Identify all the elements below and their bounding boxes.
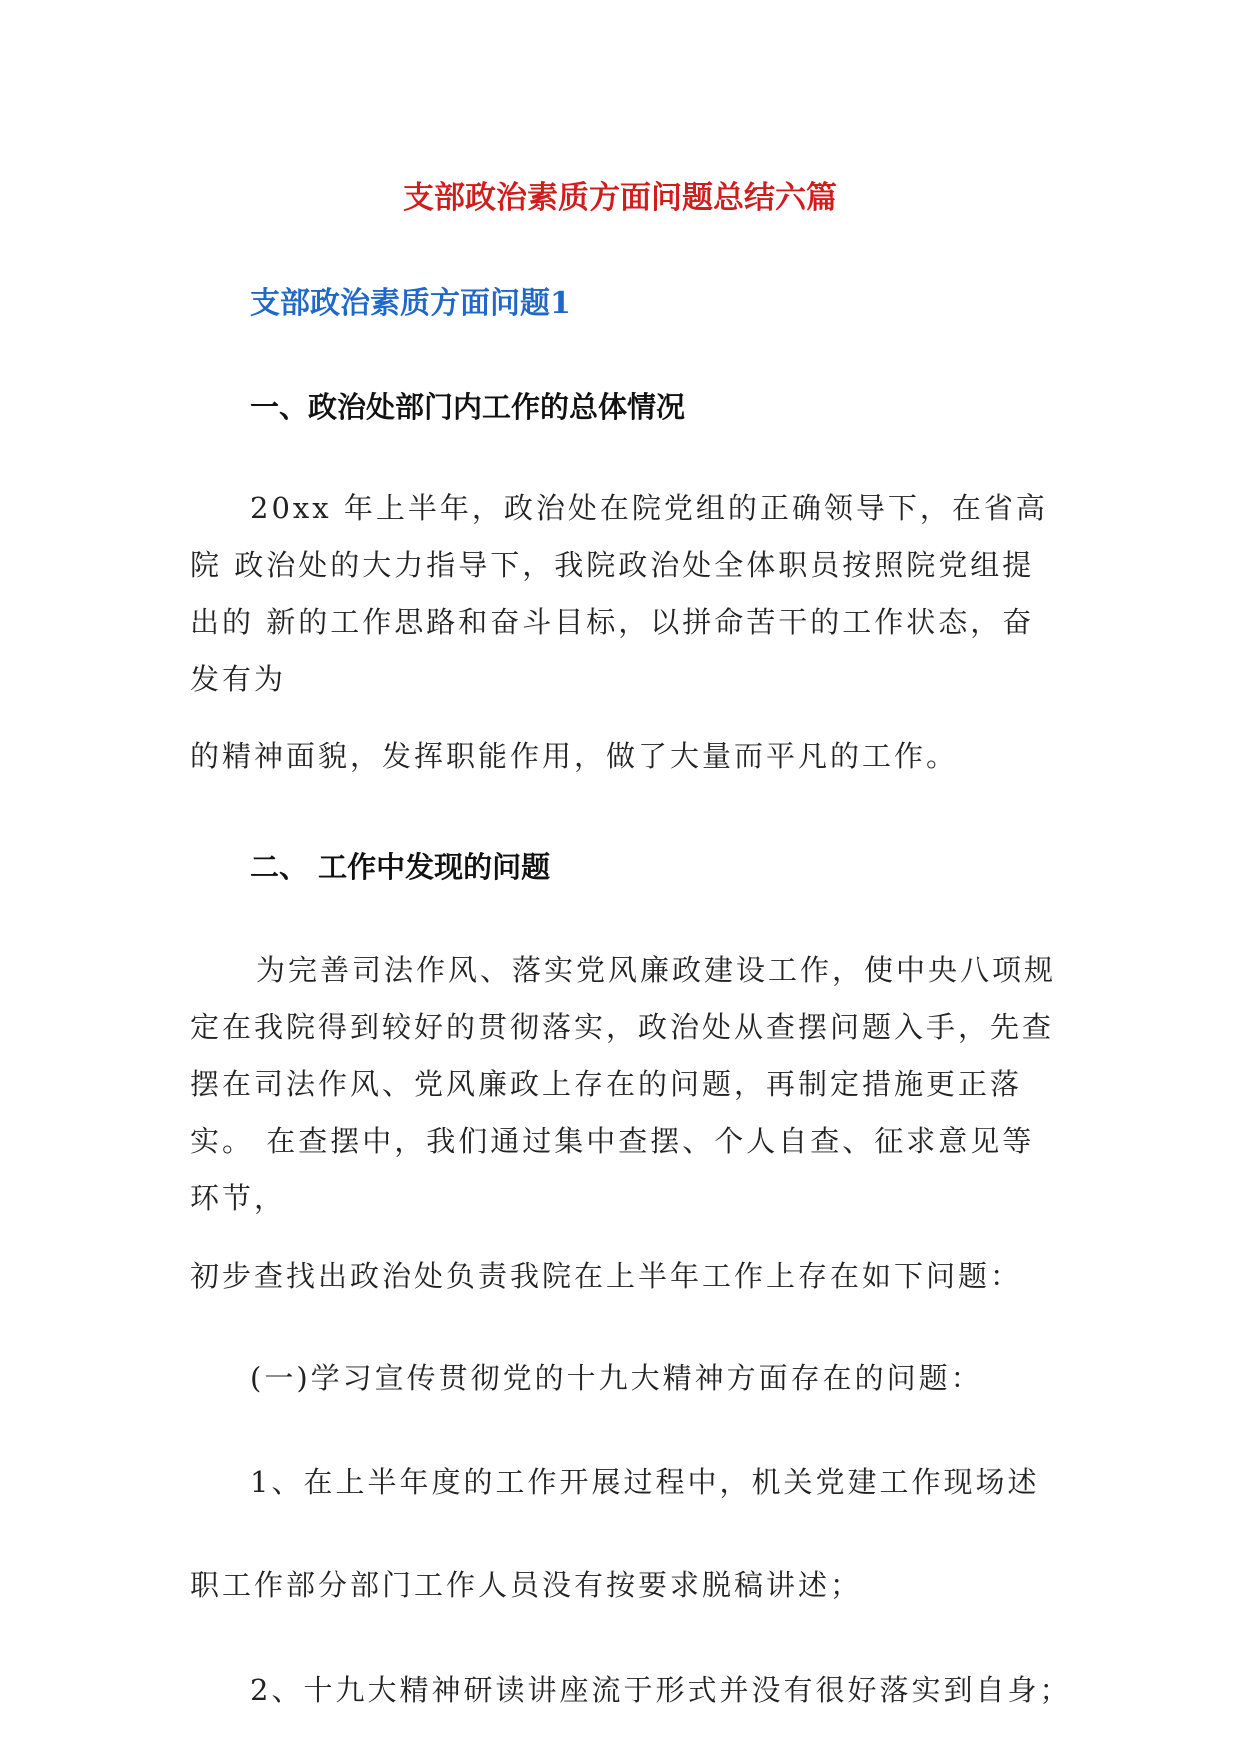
section2-para-line: 为完善司法作风、落实党风廉政建设工作，使中央八项规 — [256, 953, 1057, 987]
section1-para-tail: 的精神面貌，发挥职能作用，做了大量而平凡的工作。 — [190, 739, 959, 773]
section1-para-line: 出的 新的工作思路和奋斗目标，以拼命苦干的工作状态，奋 — [190, 605, 1035, 639]
section2-para-tail: 初步查找出政治处负责我院在上半年工作上存在如下问题： — [190, 1259, 1023, 1293]
subsection-heading: (一)学习宣传贯彻党的十九大精神方面存在的问题： — [250, 1361, 983, 1395]
section2-para-line: 定在我院得到较好的贯彻落实，政治处从查摆问题入手，先查 — [190, 1010, 1055, 1044]
document-title: 支部政治素质方面问题总结六篇 — [403, 180, 837, 216]
section2-para-line: 摆在司法作风、党风廉政上存在的问题，再制定措施更正落 — [190, 1067, 1023, 1101]
list-item-1-line1: 1、在上半年度的工作开展过程中，机关党建工作现场述 — [250, 1465, 1040, 1499]
section1-para-line: 20xx 年上半年，政治处在院党组的正确领导下，在省高 — [250, 491, 1048, 525]
section2-para-line: 环节， — [190, 1181, 287, 1215]
section2-heading: 二、 工作中发现的问题 — [250, 850, 551, 884]
list-item-1-line2: 职工作部分部门工作人员没有按要求脱稿讲述； — [190, 1568, 863, 1602]
section2-para-line: 实。 在查摆中，我们通过集中查摆、个人自查、征求意见等 — [190, 1124, 1035, 1158]
list-item-2: 2、十九大精神研读讲座流于形式并没有很好落实到自身； — [250, 1673, 1072, 1707]
document-subtitle: 支部政治素质方面问题1 — [250, 286, 571, 321]
section1-para-line: 院 政治处的大力指导下，我院政治处全体职员按照院党组提 — [190, 548, 1035, 582]
section1-para-line: 发有为 — [190, 662, 287, 696]
section1-heading: 一、政治处部门内工作的总体情况 — [250, 390, 686, 424]
